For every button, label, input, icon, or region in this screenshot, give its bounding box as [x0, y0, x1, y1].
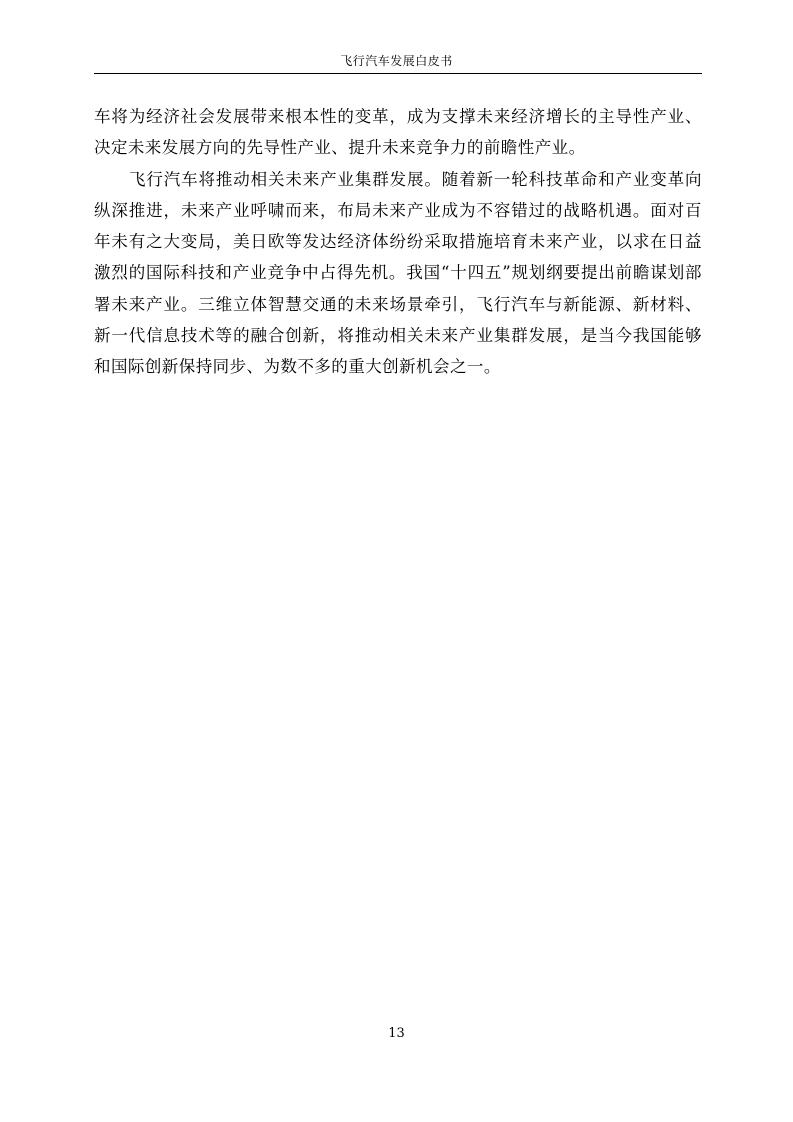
paragraph-industry-cluster: 飞行汽车将推动相关未来产业集群发展。随着新一轮科技革命和产业变革向纵深推进，未来产业呼啸而来，布局未来产业成为不容错过的战略机遇。面对百年未有之大变局，美日欧等发达经济体纷纷采取措施培育未来产业，以求在日益激烈的国际科技和产业竞争中占得先机。我国“十四五”规划纲要提出前瞻谋划部署未来产业。三维立体智慧交通的未来场景牵引，飞行汽车与新能源、新材料、新一代信息技术等的融合创新，将推动相关未来产业集群发展，是当今我国能够和国际创新保持同步、为数不多的重大创新机会之一。 — [94, 169, 702, 377]
paragraph-continued: 车将为经济社会发展带来根本性的变革，成为支撑未来经济增长的主导性产业、决定未来发展方向的先导性产业、提升未来竞争力的前瞻性产业。 — [94, 107, 702, 158]
header-divider — [94, 73, 702, 74]
body-text — [94, 101, 702, 383]
page-number: 13 — [388, 1026, 405, 1041]
running-header-title: 飞行汽车发展白皮书 — [340, 54, 453, 68]
